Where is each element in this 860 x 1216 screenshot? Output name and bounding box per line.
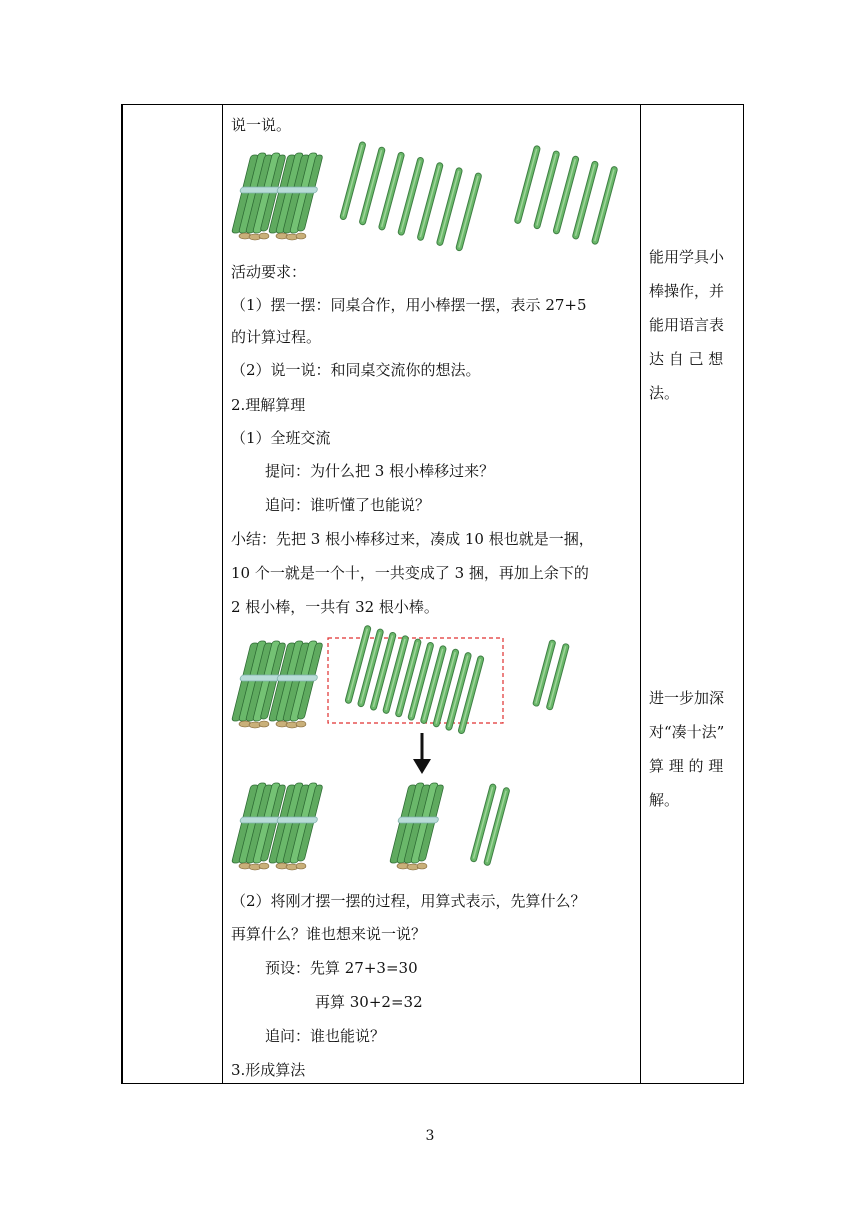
column-divider <box>222 105 223 1083</box>
text-line: 活动要求： <box>231 263 307 281</box>
note-line: 达 自 己 想 <box>649 350 724 368</box>
loose-sticks-2 <box>470 784 510 866</box>
text-line: 再算 30+2=32 <box>315 993 423 1011</box>
text-line: （2）将刚才摆一摆的过程，用算式表示，先算什么？ <box>231 892 586 910</box>
section-heading: 3.形成算法 <box>231 1061 306 1079</box>
text-line: 提问：为什么把 3 根小棒移过来？ <box>265 462 495 480</box>
lesson-table <box>121 104 744 1084</box>
page-number: 3 <box>425 1128 435 1144</box>
note-line: 能用语言表 <box>649 316 725 334</box>
text-line: （1）摆一摆：同桌合作，用小棒摆一摆，表示 27+5 <box>231 296 587 314</box>
notes-cell <box>649 105 741 1083</box>
note-line: 对“凑十法” <box>649 723 725 741</box>
column-divider <box>640 105 641 1083</box>
note-line: 进一步加深 <box>649 689 725 707</box>
figure-three-bundles <box>231 780 631 875</box>
note-line: 能用学具小 <box>649 248 725 266</box>
note-line: 算 理 的 理 <box>649 757 724 775</box>
text-line: （2）说一说：和同桌交流你的想法。 <box>231 361 481 379</box>
text-line: 说一说。 <box>231 116 292 134</box>
loose-sticks-2 <box>533 640 570 711</box>
text-line: 2 根小棒，一共有 32 根小棒。 <box>231 598 439 616</box>
down-arrow-icon <box>413 733 431 774</box>
note-line: 法。 <box>649 384 680 402</box>
note-line: 棒操作，并 <box>649 282 725 300</box>
section-heading: 2.理解算理 <box>231 396 306 414</box>
text-line: （1）全班交流 <box>231 429 331 447</box>
stick-group-5 <box>514 145 618 245</box>
text-line: 10 个一就是一个十，一共变成了 3 捆，再加上余下的 <box>231 564 589 582</box>
text-line: 小结：先把 3 根小棒移过来，凑成 10 根也就是一捆， <box>231 530 594 548</box>
figure-sticks-27-plus-5 <box>231 150 631 245</box>
stick-group-7 <box>340 141 482 251</box>
boxed-sticks-10 <box>345 625 485 734</box>
text-line: 的计算过程。 <box>231 328 322 346</box>
text-line: 再算什么？谁也想来说一说？ <box>231 925 427 943</box>
figure-make-ten <box>231 635 631 775</box>
text-line: 预设：先算 27+3=30 <box>265 959 418 977</box>
text-line: 追问：谁也能说？ <box>265 1027 386 1045</box>
note-line: 解。 <box>649 791 680 809</box>
content-cell <box>231 105 639 1083</box>
text-line: 追问：谁听懂了也能说？ <box>265 496 431 514</box>
